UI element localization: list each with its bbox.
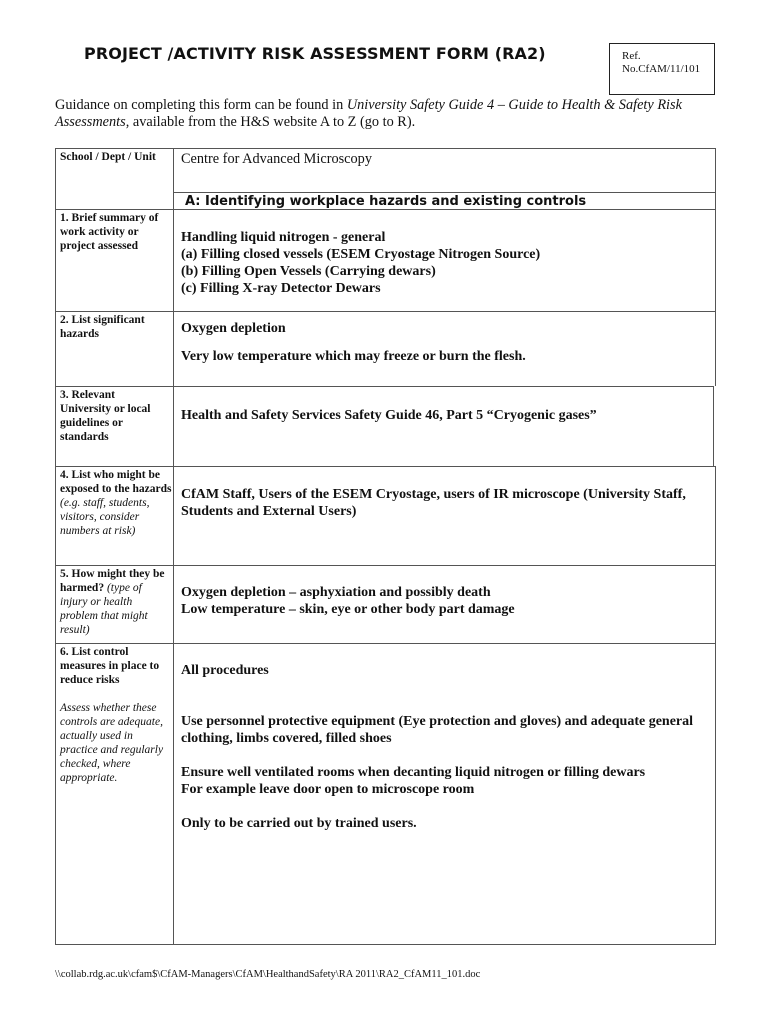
row6-assessment-note: Assess whether these controls are adequate, actually used in practice and regularly checked, where appropriate.: [60, 702, 164, 784]
row-divider-1: [55, 311, 716, 312]
row5-label-main: 5. How might they be harmed?: [60, 568, 165, 594]
row2-line: Oxygen depletion: [181, 321, 286, 336]
row6-paragraph: Ensure well ventilated rooms when decanting liquid nitrogen or filling dewars: [181, 765, 646, 780]
risk-assessment-table: [55, 148, 715, 945]
row4-value: CfAM Staff, Users of the ESEM Cryostage, users of IR microscope (University Staff, Students and External Users): [181, 487, 686, 519]
row3-value: Health and Safety Services Safety Guide 46, Part 5 “Cryogenic gases”: [181, 408, 597, 423]
row1-line: Handling liquid nitrogen - general: [181, 230, 386, 245]
column-divider: [173, 148, 174, 945]
row1-line: (a) Filling closed vessels (ESEM Cryostage Nitrogen Source): [181, 247, 541, 262]
row-divider-2: [55, 386, 714, 387]
section-a-heading: A: Identifying workplace hazards and existing controls: [185, 194, 587, 209]
guidance-suffix: , available from the H&S website A to Z (go to R).: [125, 114, 416, 130]
row4-label-note: (e.g. staff, students, visitors, consider numbers at risk): [60, 497, 150, 537]
row1-label: 1. Brief summary of work activity or project assessed: [60, 212, 159, 252]
school-label: School / Dept / Unit: [60, 151, 156, 163]
row4-label: [60, 468, 172, 538]
row-divider-section-a: [55, 209, 716, 210]
table-border-right-lower: [715, 466, 716, 945]
row6-paragraph: Only to be carried out by trained users.: [181, 816, 417, 831]
row6-paragraph: For example leave door open to microscope room: [181, 782, 475, 797]
table-border-right-upper: [715, 148, 716, 386]
reference-box: [609, 43, 715, 95]
row5-label-note: (type of injury or health problem that might result): [60, 582, 148, 636]
row5-line: Oxygen depletion – asphyxiation and possibly death: [181, 585, 491, 600]
ref-number: No.CfAM/11/101: [622, 63, 701, 75]
row5-label: [60, 567, 172, 637]
guidance-prefix: Guidance on completing this form can be found in: [55, 97, 347, 113]
table-border-top: [55, 148, 716, 149]
document-path: \\collab.rdg.ac.uk\cfam$\CfAM-Managers\CfAM\HealthandSafety\RA 2011\RA2_CfAM11_101.doc: [55, 969, 481, 980]
row3-label: 3. Relevant University or local guidelines or standards: [60, 389, 151, 443]
table-border-right-mid: [713, 386, 714, 466]
row-divider-3: [55, 466, 716, 467]
ref-label: Ref.: [622, 50, 641, 62]
row1-line: (c) Filling X-ray Detector Dewars: [181, 281, 381, 296]
school-value: Centre for Advanced Microscopy: [181, 151, 372, 167]
row6-label: [60, 645, 172, 785]
table-border-bottom: [55, 944, 716, 945]
guidance-text: [55, 97, 725, 131]
row-divider-5: [55, 643, 716, 644]
row6-paragraph: All procedures: [181, 663, 269, 678]
form-title: PROJECT /ACTIVITY RISK ASSESSMENT FORM (RA2): [84, 44, 546, 63]
row6-value: [181, 662, 709, 832]
row6-paragraph: Use personnel protective equipment (Eye protection and gloves) and adequate general clothing, limbs covered, filled shoes: [181, 714, 694, 746]
row2-line: Very low temperature which may freeze or burn the flesh.: [181, 349, 526, 364]
row1-line: (b) Filling Open Vessels (Carrying dewars): [181, 264, 436, 279]
row5-line: Low temperature – skin, eye or other body part damage: [181, 602, 515, 617]
row4-label-main: 4. List who might be exposed to the hazards: [60, 469, 172, 495]
row5-value: [181, 584, 709, 618]
row-divider-school: [173, 192, 716, 193]
row1-value: [181, 229, 709, 297]
row-divider-4: [55, 565, 716, 566]
row2-value: [181, 320, 709, 365]
row2-label: 2. List significant hazards: [60, 314, 145, 340]
table-border-left: [55, 148, 56, 945]
row6-label-main: 6. List control measures in place to reduce risks: [60, 646, 160, 686]
guidance-guide-title: University Safety Guide 4 – Guide to Health & Safety Risk Assessments: [55, 97, 682, 130]
